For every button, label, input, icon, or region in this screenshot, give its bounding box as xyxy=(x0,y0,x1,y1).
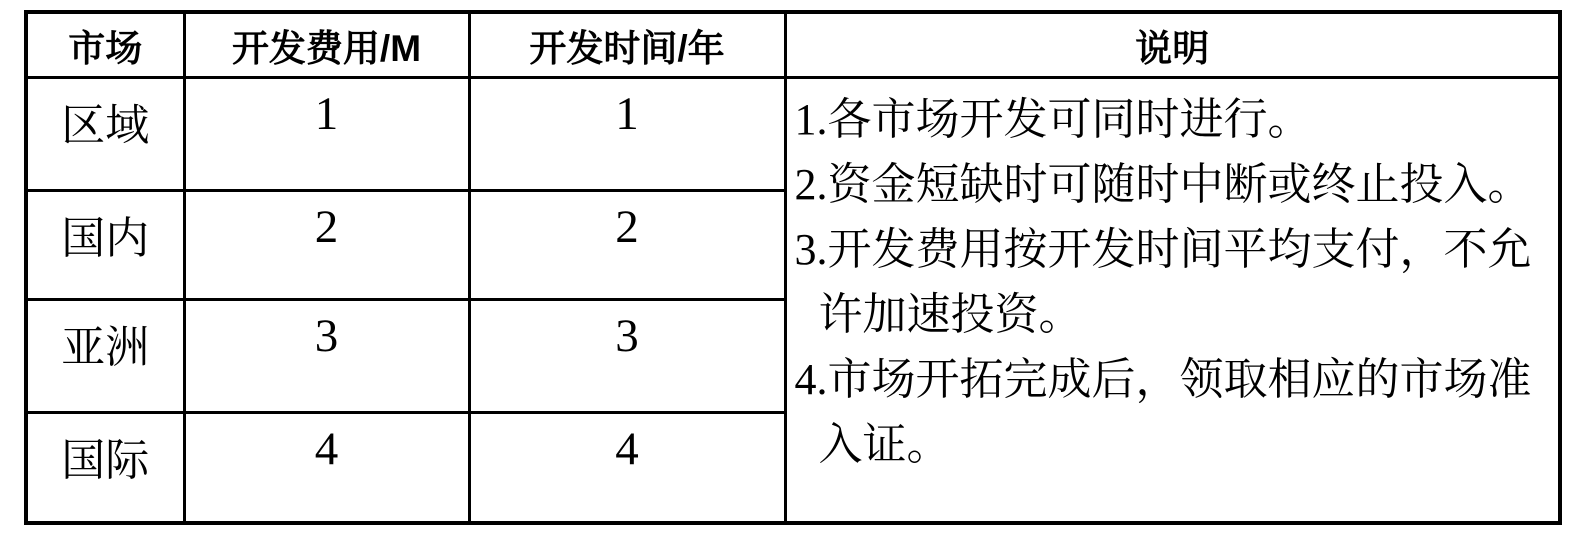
note-line: 2.资金短缺时可随时中断或终止投入。 xyxy=(794,160,1532,209)
header-row xyxy=(26,12,1560,78)
time-cell: 3 xyxy=(469,300,785,413)
time-cell: 4 xyxy=(469,413,785,524)
market-cell: 亚洲 xyxy=(26,300,184,413)
note-line: 3.开发费用按开发时间平均支付，不允 xyxy=(794,225,1532,274)
time-cell: 1 xyxy=(469,78,785,191)
table-row xyxy=(26,78,1560,191)
note-line: 入证。 xyxy=(818,420,951,469)
col-header-cost: 开发费用/M xyxy=(184,12,469,78)
cost-cell: 2 xyxy=(184,191,469,300)
market-cell: 国际 xyxy=(26,413,184,524)
note-item xyxy=(795,152,1553,217)
market-cell: 国内 xyxy=(26,191,184,300)
note-item xyxy=(795,217,1553,347)
market-cell: 区域 xyxy=(26,78,184,191)
col-header-market: 市场 xyxy=(26,12,184,78)
col-header-notes: 说明 xyxy=(785,12,1560,78)
col-header-time: 开发时间/年 xyxy=(469,12,785,78)
notes-cell xyxy=(785,78,1560,524)
cost-cell: 1 xyxy=(184,78,469,191)
note-item xyxy=(795,347,1553,477)
time-cell: 2 xyxy=(469,191,785,300)
cost-cell: 3 xyxy=(184,300,469,413)
note-line: 4.市场开拓完成后，领取相应的市场准 xyxy=(794,355,1532,404)
market-table-container xyxy=(24,10,1562,525)
note-item xyxy=(795,87,1553,152)
note-line: 1.各市场开发可同时进行。 xyxy=(794,95,1312,144)
market-table xyxy=(24,10,1562,525)
cost-cell: 4 xyxy=(184,413,469,524)
note-line: 许加速投资。 xyxy=(818,290,1083,339)
